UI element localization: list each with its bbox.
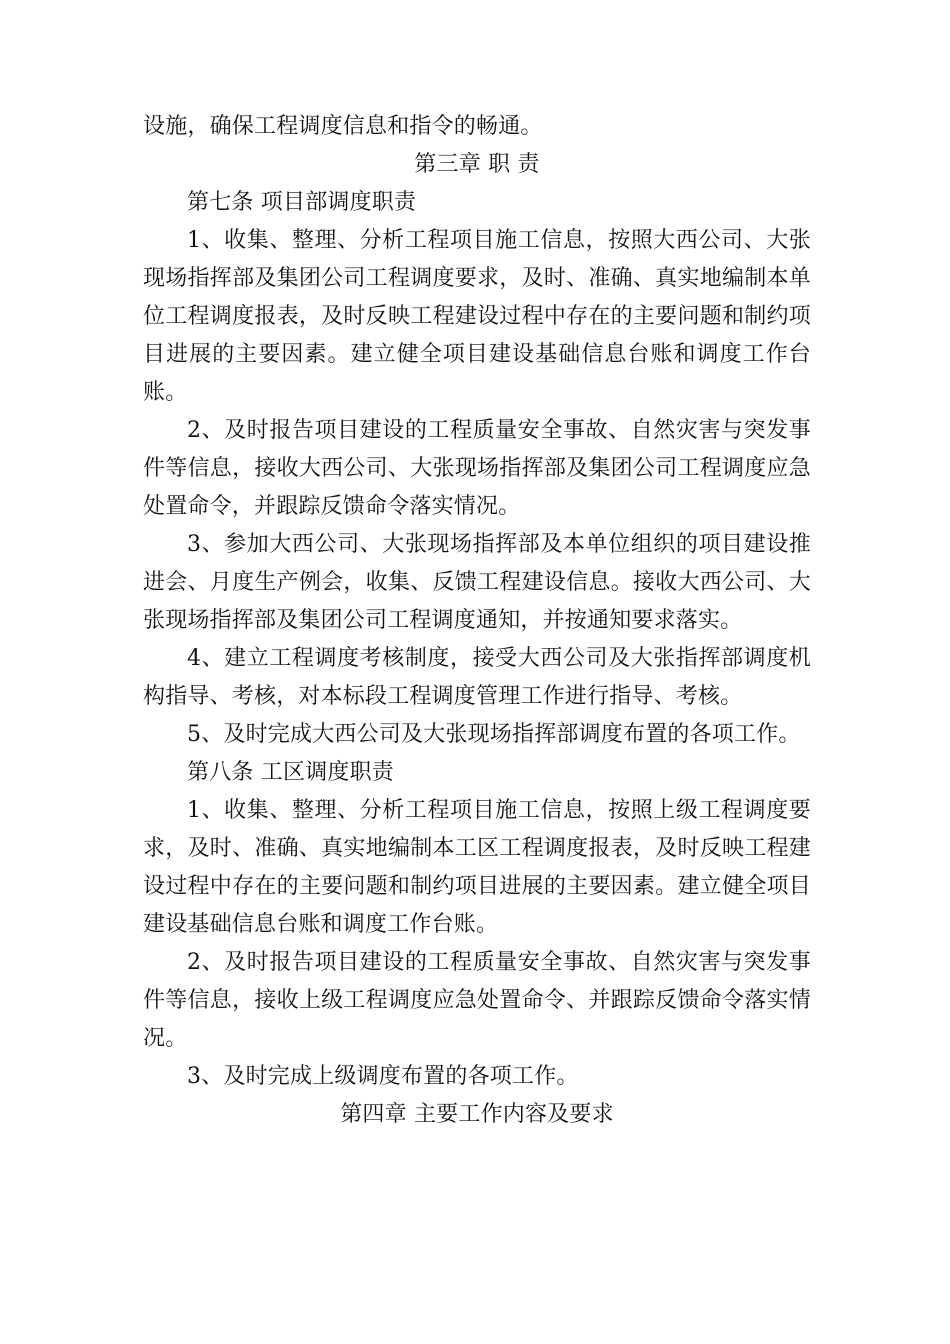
article-7-item-3: 3、参加大西公司、大张现场指挥部及本单位组织的项目建设推进会、月度生产例会，收集、反馈工程建设信息。接收大西公司、大张现场指挥部及集团公司工程调度通知，并按通知要求落实。 <box>143 532 811 633</box>
chapter-3-heading: 第三章 职 责 <box>414 152 540 177</box>
chapter-4-heading: 第四章 主要工作内容及要求 <box>340 1102 614 1127</box>
continuation-paragraph: 设施，确保工程调度信息和指令的畅通。 <box>143 114 543 139</box>
article-7-item-1: 1、收集、整理、分析工程项目施工信息，按照大西公司、大张现场指挥部及集团公司工程调度要求，及时、准确、真实地编制本单位工程调度报表，及时反映工程建设过程中存在的主要问题和制约项目进展的主要因素。建立健全项目建设基础信息台账和调度工作台账。 <box>143 228 811 405</box>
document-body <box>143 108 811 1134</box>
article-7-heading: 第七条 项目部调度职责 <box>187 190 417 215</box>
article-8-item-3: 3、及时完成上级调度布置的各项工作。 <box>187 1064 579 1089</box>
article-8-item-2: 2、及时报告项目建设的工程质量安全事故、自然灾害与突发事件等信息，接收上级工程调度应急处置命令、并跟踪反馈命令落实情况。 <box>143 950 811 1051</box>
article-7-item-5: 5、及时完成大西公司及大张现场指挥部调度布置的各项工作。 <box>187 722 801 747</box>
article-8-item-1: 1、收集、整理、分析工程项目施工信息，按照上级工程调度要求，及时、准确、真实地编制本工区工程调度报表，及时反映工程建设过程中存在的主要问题和制约项目进展的主要因素。建立健全项目建设基础信息台账和调度工作台账。 <box>143 798 811 937</box>
article-8-heading: 第八条 工区调度职责 <box>187 760 394 785</box>
article-7-item-2: 2、及时报告项目建设的工程质量安全事故、自然灾害与突发事件等信息，接收大西公司、大张现场指挥部及集团公司工程调度应急处置命令，并跟踪反馈命令落实情况。 <box>143 418 811 519</box>
article-7-item-4: 4、建立工程调度考核制度，接受大西公司及大张指挥部调度机构指导、考核，对本标段工程调度管理工作进行指导、考核。 <box>143 646 811 709</box>
